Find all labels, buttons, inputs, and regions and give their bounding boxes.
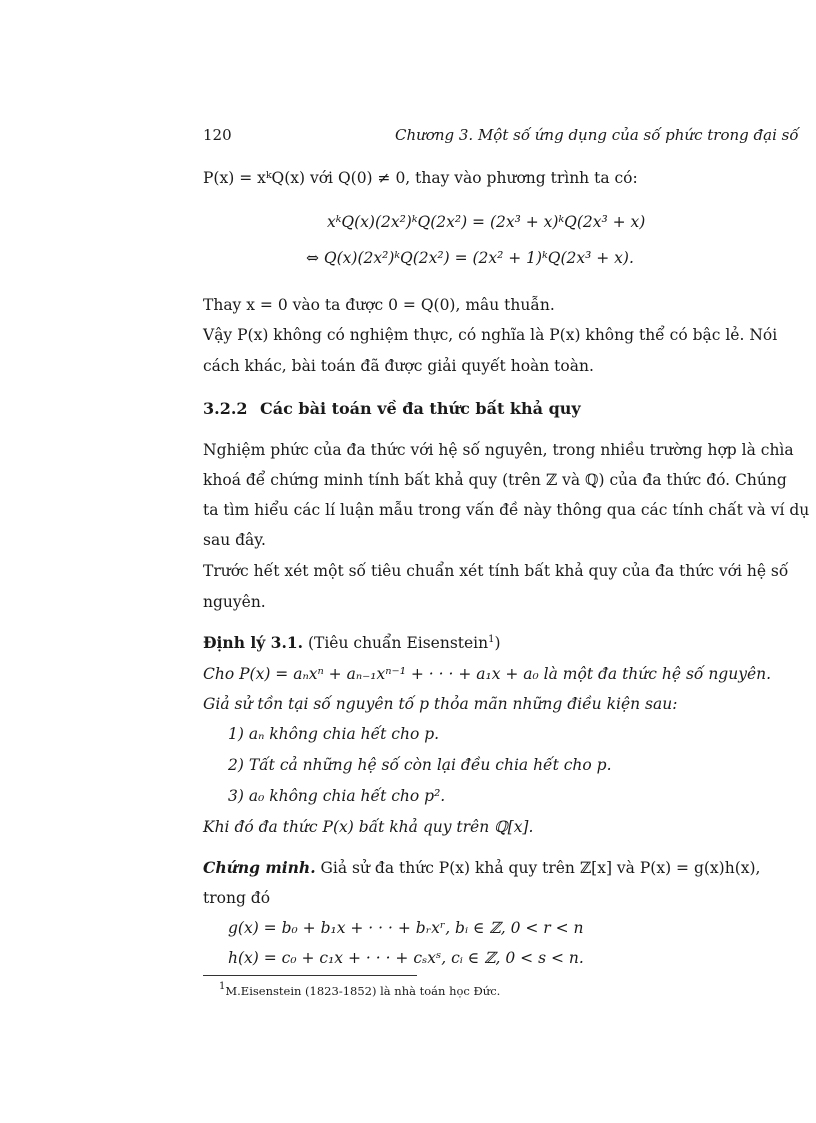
theorem-heading: [203, 633, 501, 653]
paragraph-line: Nghiệm phức của đa thức với hệ số nguyên, trong nhiều trường hợp là chìa: [203, 441, 794, 459]
footnote-text: M.Eisenstein (1823-1852) là nhà toán học Đức.: [225, 984, 501, 998]
theorem-condition-1: 1) aₙ không chia hết cho p.: [228, 725, 440, 743]
section-title: Các bài toán về đa thức bất khả quy: [260, 399, 581, 418]
running-header: Chương 3. Một số ứng dụng của số phức trong đại số: [395, 126, 799, 144]
proof-label: Chứng minh.: [203, 858, 316, 877]
paragraph-line: Trước hết xét một số tiêu chuẩn xét tính bất khả quy của đa thức với hệ số: [203, 562, 789, 580]
paragraph-line: sau đây.: [203, 531, 266, 549]
theorem-name-close: ): [494, 634, 501, 652]
equation-line-1: xᵏQ(x)(2x²)ᵏQ(2x²) = (2x³ + x)ᵏQ(2x³ + x): [327, 213, 646, 231]
footnote: [219, 981, 501, 998]
paragraph-line: khoá để chứng minh tính bất khả quy (trên ℤ và ℚ) của đa thức đó. Chúng: [203, 471, 787, 489]
theorem-name: (Tiêu chuẩn Eisenstein: [307, 634, 489, 652]
page-number: 120: [203, 126, 232, 144]
paragraph-line: Thay x = 0 vào ta được 0 = Q(0), mâu thuẫn.: [203, 296, 555, 314]
footnote-rule: [203, 975, 417, 976]
paragraph-line: nguyên.: [203, 593, 266, 611]
theorem-conclusion: Khi đó đa thức P(x) bất khả quy trên ℚ[x].: [203, 818, 534, 836]
paragraph-line: ta tìm hiểu các lí luận mẫu trong vấn đề này thông qua các tính chất và ví dụ: [203, 501, 810, 519]
proof-text: Giả sử đa thức P(x) khả quy trên ℤ[x] và P(x) = g(x)h(x),: [315, 859, 761, 877]
proof-formula-h: h(x) = c₀ + c₁x + · · · + cₛxˢ, cᵢ ∈ ℤ, 0 < s < n.: [228, 949, 584, 967]
footnote-mark: 1: [219, 981, 226, 992]
theorem-line: Cho P(x) = aₙxⁿ + aₙ₋₁xⁿ⁻¹ + · · · + a₁x + a₀ là một đa thức hệ số nguyên.: [203, 665, 772, 683]
proof-line: trong đó: [203, 889, 271, 907]
proof-formula-g: g(x) = b₀ + b₁x + · · · + bᵣxʳ, bᵢ ∈ ℤ, 0 < r < n: [228, 919, 584, 937]
section-number: 3.2.2: [203, 399, 248, 418]
theorem-condition-2: 2) Tất cả những hệ số còn lại đều chia hết cho p.: [228, 756, 612, 774]
paragraph-line: Vậy P(x) không có nghiệm thực, có nghĩa là P(x) không thể có bậc lẻ. Nói: [203, 326, 778, 344]
equation-line-2: ⇔ Q(x)(2x²)ᵏQ(2x²) = (2x² + 1)ᵏQ(2x³ + x).: [306, 249, 634, 267]
proof-line: [203, 858, 760, 878]
footnote-ref[interactable]: 1: [488, 634, 495, 645]
theorem-condition-3: 3) a₀ không chia hết cho p².: [228, 787, 446, 805]
paragraph-line: cách khác, bài toán đã được giải quyết hoàn toàn.: [203, 357, 594, 375]
paragraph-line: P(x) = xᵏQ(x) với Q(0) ≠ 0, thay vào phương trình ta có:: [203, 169, 638, 187]
theorem-line: Giả sử tồn tại số nguyên tố p thỏa mãn những điều kiện sau:: [203, 695, 678, 713]
theorem-label: Định lý 3.1.: [203, 633, 304, 652]
